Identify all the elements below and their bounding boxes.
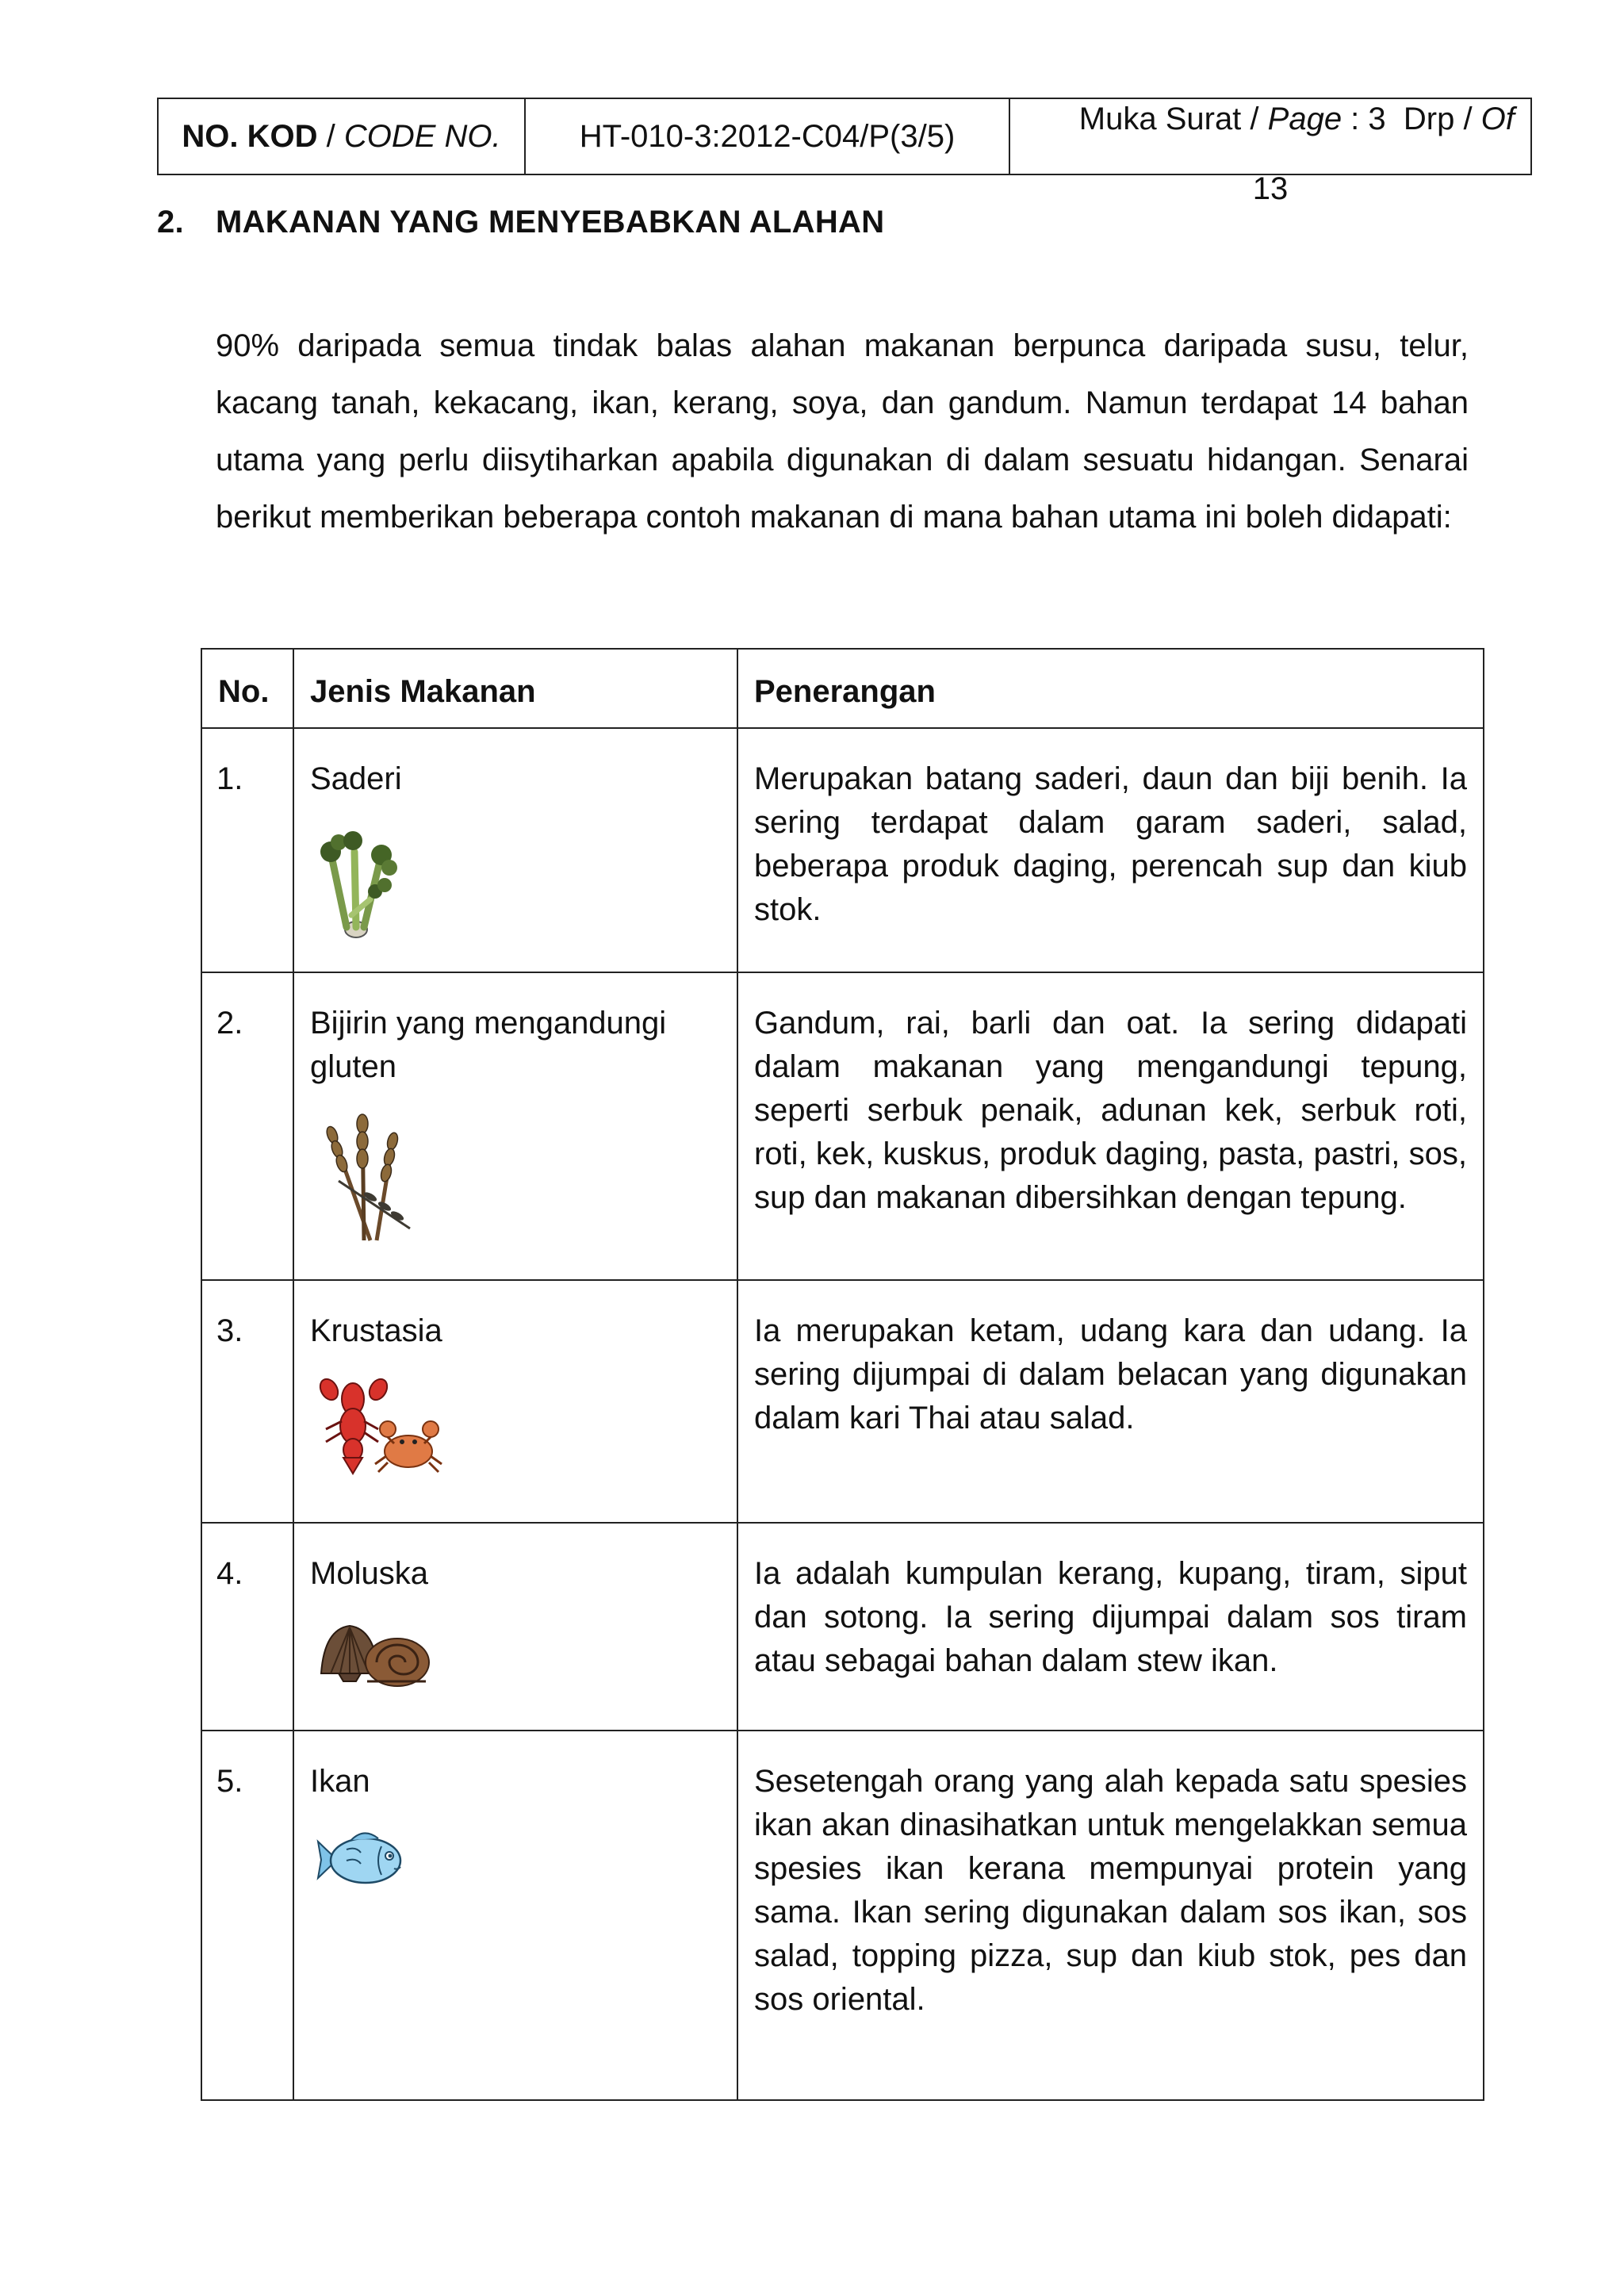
page-number-cell [1010,99,1530,206]
header-food: Jenis Makanan [293,649,737,728]
wheat-icon [315,1110,721,1256]
food-cell [293,972,737,1280]
table-row [201,1731,1484,2100]
mollusc-icon [315,1618,721,1701]
food-name: Bijirin yang mengandungi gluten [310,1006,667,1084]
food-name: Saderi [310,761,402,796]
table-row [201,1280,1484,1523]
intro-paragraph: 90% daripada semua tindak balas alahan makanan berpunca daripada susu, telur, kacang tanah, kekacang, ikan, kerang, soya, dan gandum. Namun terdapat 14 bahan utama yang perlu diisytiharkan apabila digunakan di dalam sesuatu hidangan. Senarai berikut memberikan beberapa contoh makanan di mana bahan utama ini boleh didapati: [216,328,1469,535]
food-description: Ia merupakan ketam, udang kara dan udang. Ia sering dijumpai di dalam belacan yang digunakan dalam kari Thai atau salad. [737,1280,1484,1523]
row-number: 3. [201,1280,293,1523]
code-label-bold: NO. KOD [182,119,318,154]
row-number: 4. [201,1523,293,1731]
code-label-sep: / [317,119,344,154]
food-cell [293,1280,737,1523]
code-value: HT-010-3:2012-C04/P(3/5) [579,119,956,154]
table-row [201,1523,1484,1731]
code-label-italic: CODE NO. [343,119,501,154]
page-mid: : 3 Drp / [1342,102,1481,136]
page-prefix: Muka Surat / [1078,102,1268,136]
header-no: No. [201,649,293,728]
page-number-line [1026,67,1515,171]
crustacean-icon [315,1377,721,1492]
table-header-row [201,649,1484,728]
page-italic: Page [1267,102,1342,136]
food-name: Ikan [310,1764,370,1799]
food-cell [293,1731,737,2100]
row-number: 1. [201,728,293,972]
code-label-cell [159,99,526,174]
row-number: 5. [201,1731,293,2100]
table-row [201,972,1484,1280]
section-title [157,205,884,240]
of-italic: Of [1480,102,1515,136]
food-name: Moluska [310,1556,428,1591]
table-row [201,728,1484,972]
food-description: Ia adalah kumpulan kerang, kupang, tiram, siput dan sotong. Ia sering dijumpai dalam sos tiram atau sebagai bahan dalam stew ikan. [737,1523,1484,1731]
food-cell [293,1523,737,1731]
food-name: Krustasia [310,1313,442,1348]
food-description: Merupakan batang saderi, daun dan biji benih. Ia sering terdapat dalam garam saderi, salad, beberapa produk daging, perencah sup dan kiub stok. [737,728,1484,972]
food-cell [293,728,737,972]
section-title-text: MAKANAN YANG MENYEBABKAN ALAHAN [216,205,885,240]
fish-icon [315,1824,721,1907]
food-description: Sesetengah orang yang alah kepada satu spesies ikan akan dinasihatkan untuk mengelakkan semua spesies ikan kerana mempunyai protein yang sama. Ikan sering digunakan dalam sos ikan, sos salad, topping pizza, sup dan kiub stok, pes dan sos oriental. [737,1731,1484,2100]
document-code-header [157,98,1532,206]
page-total: 13 [1252,171,1289,206]
section-number: 2. [157,205,184,240]
allergen-table [201,648,1484,2101]
food-description: Gandum, rai, barli dan oat. Ia sering didapati dalam makanan yang mengandungi tepung, seperti serbuk penaik, adunan kek, serbuk roti, roti, kek, kuskus, produk daging, pasta, pastri, sos, sup dan makanan dibersihkan dengan tepung. [737,972,1484,1280]
celery-icon [315,820,721,951]
header-desc: Penerangan [737,649,1484,728]
row-number: 2. [201,972,293,1280]
code-value-cell [526,99,1010,174]
